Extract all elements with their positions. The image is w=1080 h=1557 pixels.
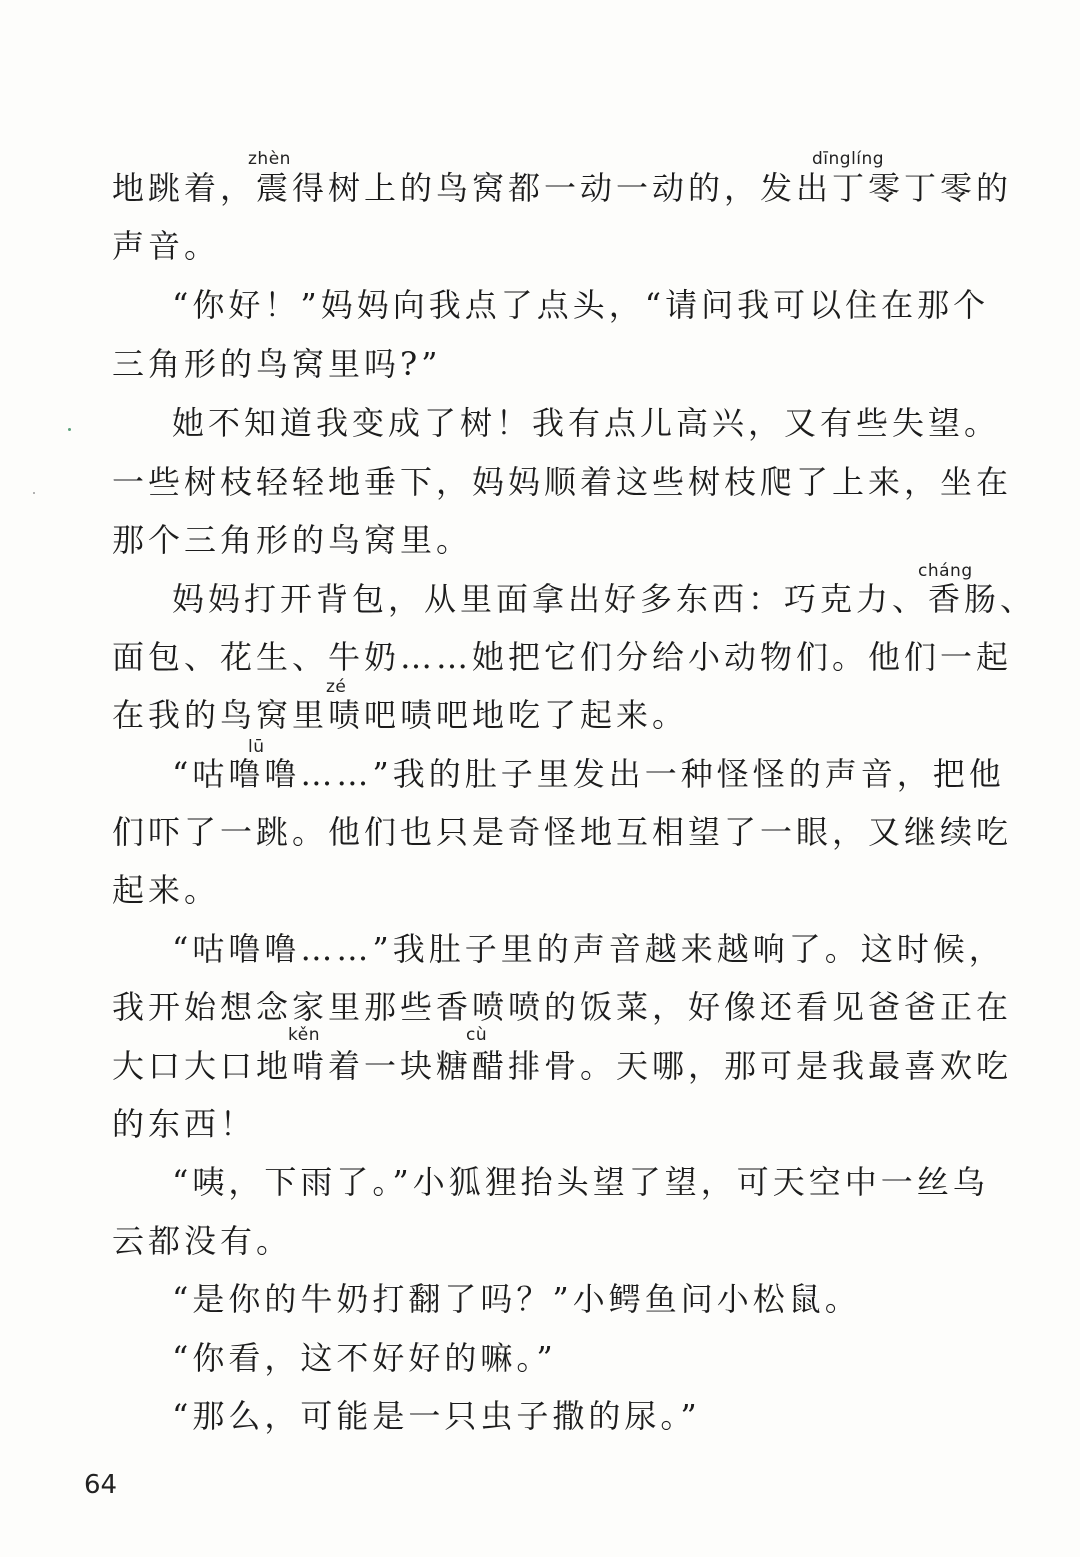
text-line: 妈妈打开背包，从里面拿出好多东西：巧克力、香肠、 xyxy=(172,580,1037,618)
text-line: 在我的鸟窝里啧吧啧吧地吃了起来。 xyxy=(112,696,689,734)
pinyin-ze: zé xyxy=(326,677,347,697)
text-line: 她不知道我变成了树！我有点儿高兴，又有些失望。 xyxy=(172,404,1001,442)
pinyin-chang: cháng xyxy=(918,561,973,581)
text-line: “咕噜噜……”我的肚子里发出一种怪怪的声音，把他 xyxy=(172,755,1005,793)
text-line: 一些树枝轻轻地垂下，妈妈顺着这些树枝爬了上来，坐在 xyxy=(112,463,1013,501)
text-line: “咕噜噜……”我肚子里的声音越来越响了。这时候， xyxy=(172,930,1005,968)
pinyin-dingling: dīnglíng xyxy=(812,149,885,169)
text-line: 云都没有。 xyxy=(112,1222,293,1260)
text-line: 声音。 xyxy=(112,227,221,265)
pinyin-cu: cù xyxy=(466,1025,488,1045)
text-line: 我开始想念家里那些香喷喷的饭菜，好像还看见爸爸正在 xyxy=(112,988,1013,1026)
text-line: 大口大口地啃着一块糖醋排骨。天哪，那可是我最喜欢吃 xyxy=(112,1047,1013,1085)
text-line: “你好！”妈妈向我点了点头，“请问我可以住在那个 xyxy=(172,286,990,324)
scan-speck xyxy=(68,428,71,431)
text-line: 三角形的鸟窝里吗?” xyxy=(112,345,442,383)
text-line: “咦，下雨了。”小狐狸抬头望了望，可天空中一丝乌 xyxy=(172,1163,989,1201)
text-line: 们吓了一跳。他们也只是奇怪地互相望了一眼，又继续吃 xyxy=(112,813,1013,851)
pinyin-lu: lū xyxy=(248,737,265,757)
pinyin-ken: kěn xyxy=(288,1025,320,1045)
text-line: 起来。 xyxy=(112,871,221,909)
text-line: 地跳着，震得树上的鸟窝都一动一动的，发出丁零丁零的 xyxy=(112,169,1013,207)
text-line: 的东西！ xyxy=(112,1105,257,1143)
text-line: “那么，可能是一只虫子撒的尿。” xyxy=(172,1397,701,1435)
text-line: “你看，这不好好的嘛。” xyxy=(172,1339,557,1377)
scan-speck xyxy=(33,492,35,494)
text-line: 面包、花生、牛奶……她把它们分给小动物们。他们一起 xyxy=(112,638,1013,676)
text-line: “是你的牛奶打翻了吗？”小鳄鱼问小松鼠。 xyxy=(172,1280,861,1318)
page-number: 64 xyxy=(84,1470,118,1500)
text-line: 那个三角形的鸟窝里。 xyxy=(112,521,473,559)
pinyin-zhen: zhèn xyxy=(248,149,291,169)
